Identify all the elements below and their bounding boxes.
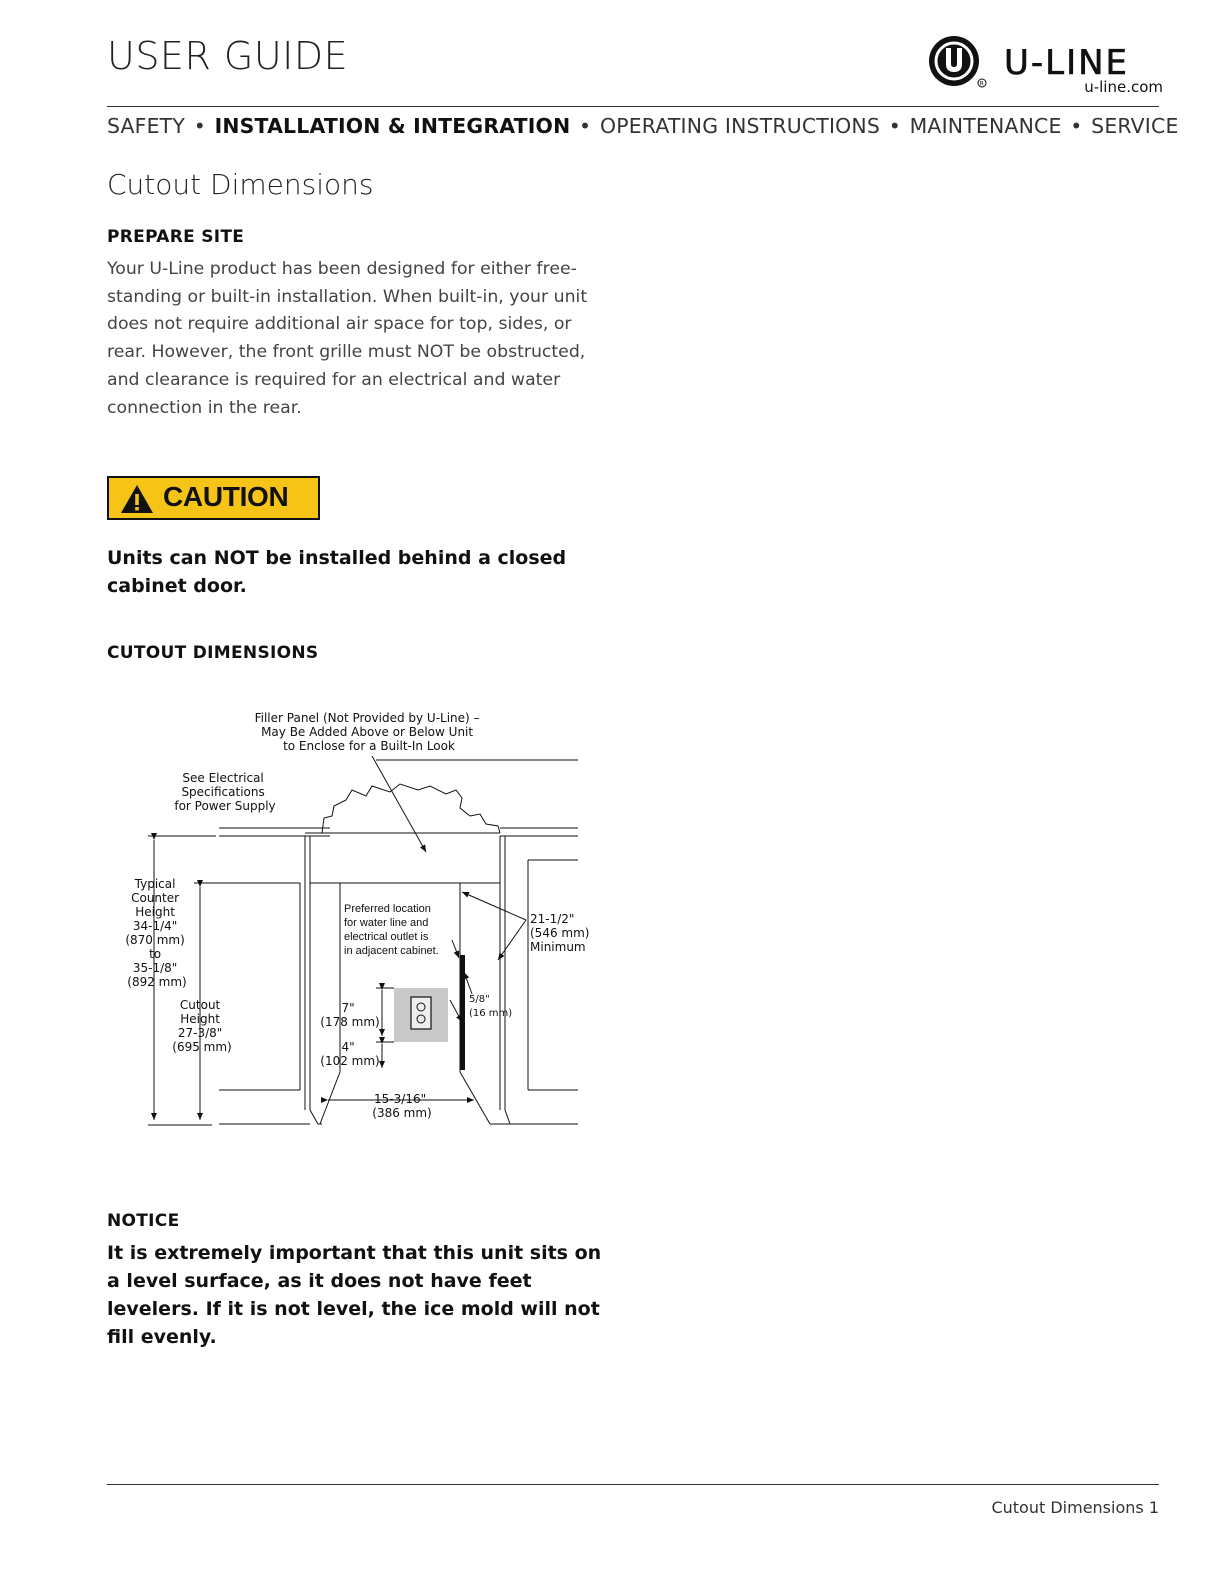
- section-nav: [107, 114, 1179, 138]
- filler-panel-leader: [372, 756, 426, 852]
- caution-text: Units can NOT be installed behind a closed cabinet door.: [107, 547, 567, 597]
- nav-item-installation[interactable]: INSTALLATION & INTEGRATION: [214, 114, 571, 138]
- outlet-height-label: 7" (178 mm): [320, 1001, 380, 1029]
- nav-item-safety[interactable]: SAFETY: [107, 114, 185, 138]
- nav-item-service[interactable]: SERVICE: [1091, 114, 1179, 138]
- electrical-outlet-icon: [394, 988, 448, 1042]
- cutout-diagram-figure: [100, 700, 590, 1140]
- countertop: [219, 828, 578, 836]
- brand-logo[interactable]: [928, 34, 1163, 96]
- guide-title: USER GUIDE: [107, 34, 349, 78]
- depth-leader-bottom: [498, 920, 526, 960]
- nav-separator: •: [888, 114, 901, 138]
- nav-item-operating[interactable]: OPERATING INSTRUCTIONS: [599, 114, 881, 138]
- caution-label: CAUTION: [163, 481, 289, 512]
- counter-height-label: Typical Counter Height 34-1/4" (870 mm) to 35-1/8" (892 mm): [125, 877, 187, 989]
- nav-separator: •: [1070, 114, 1083, 138]
- width-label: 15-3/16" (386 mm): [372, 1092, 432, 1120]
- nav-separator: •: [579, 114, 592, 138]
- gap-label: 5/8" (16 mm): [469, 994, 513, 1019]
- cutout-diagram: [100, 700, 590, 1140]
- page-title: Cutout Dimensions: [107, 168, 374, 201]
- brand-wordmark: U-LINE: [1004, 43, 1130, 83]
- notice-heading: NOTICE: [107, 1211, 180, 1231]
- nav-separator: •: [193, 114, 206, 138]
- website-url[interactable]: u-line.com: [1084, 78, 1163, 96]
- preferred-location-label: Preferred location for water line and electrical outlet is in adjacent cabinet.: [344, 903, 439, 957]
- prepare-site-heading: PREPARE SITE: [107, 227, 245, 247]
- svg-text:R: R: [979, 80, 984, 88]
- cutout-height-label: Cutout Height 27-3/8" (695 mm): [172, 998, 232, 1054]
- nav-item-maintenance[interactable]: MAINTENANCE: [909, 114, 1062, 138]
- header-divider: [107, 106, 1159, 107]
- page-footer: Cutout Dimensions 1: [991, 1498, 1159, 1517]
- notice-text: It is extremely important that this unit sits on a level surface, as it does not have feet levelers. If it is not level, the ice mold will not fill evenly.: [107, 1242, 602, 1348]
- depth-label: 21-1/2" (546 mm) Minimum: [530, 912, 590, 954]
- electrical-label: See Electrical Specifications for Power Supply: [174, 771, 276, 813]
- caution-badge: [107, 476, 320, 520]
- gap-leader: [464, 972, 472, 994]
- filler-panel-label: Filler Panel (Not Provided by U-Line) – May Be Added Above or Below Unit to Enclose for a Built-In Look: [254, 711, 480, 753]
- warning-icon: [120, 484, 154, 514]
- cutout-dimensions-heading: CUTOUT DIMENSIONS: [107, 643, 319, 663]
- prepare-site-text: Your U-Line product has been designed for either free-standing or built-in installation. When built-in, your unit does not require additional air space for top, sides, or rear. However, the front grille must NOT be obstructed, and clearance is required for an electrical and water connection in the rear.: [107, 259, 588, 418]
- footer-divider: [107, 1484, 1159, 1485]
- left-cabinet: [219, 836, 318, 1124]
- u-line-logo-icon: [929, 36, 986, 88]
- outlet-bottom-label: 4" (102 mm): [320, 1040, 380, 1068]
- right-cabinet: [490, 836, 578, 1124]
- preferred-leader: [452, 940, 459, 958]
- depth-leader-top: [462, 892, 526, 920]
